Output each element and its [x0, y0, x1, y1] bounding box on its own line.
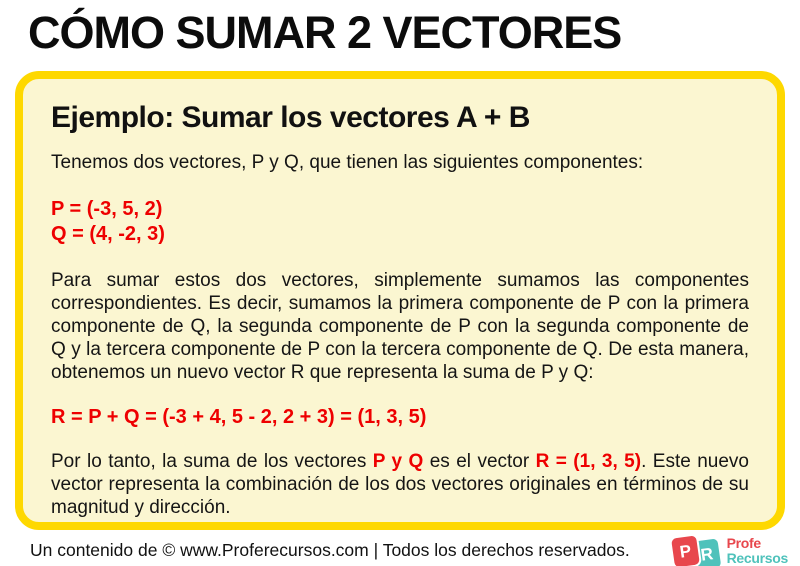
conclusion-part2: es el vector — [423, 451, 536, 472]
intro-text: Tenemos dos vectores, P y Q, que tienen las siguientes componentes: — [51, 152, 644, 173]
page — [0, 4, 800, 566]
result-formula: R = P + Q = (-3 + 4, 5 - 2, 2 + 3) = (1, 3, 5) — [51, 406, 427, 428]
example-box — [15, 71, 785, 530]
conclusion-highlight-r: R = (1, 3, 5) — [535, 451, 642, 472]
example-heading: Ejemplo: Sumar los vectores A + B — [51, 101, 530, 134]
vector-q-value: Q = (4, -2, 3) — [51, 223, 165, 245]
profe-recursos-logo — [673, 536, 788, 566]
conclusion-part1: Por lo tanto, la suma de los vectores — [51, 451, 373, 472]
vector-p-value: P = (-3, 5, 2) — [51, 198, 163, 220]
logo-p-tile-icon: P — [671, 535, 700, 566]
conclusion-highlight-pq: P y Q — [372, 451, 424, 472]
logo-brand-line2: Recursos — [726, 550, 788, 566]
logo-r-tile-icon: R — [692, 538, 721, 566]
logo-brand-line1: Profe — [726, 535, 761, 551]
logo-brand-text — [727, 536, 788, 566]
explanation-text: Para sumar estos dos vectores, simplemente sumamos las componentes correspondientes. Es decir, sumamos la primera componente de P con la primera componente de Q, la segunda componente de P con la segunda componente de Q y la tercera componente de P con la tercera componente de Q. De esta manera, obtenemos un nuevo vector R que representa la suma de P y Q: — [51, 270, 749, 383]
footer — [0, 530, 800, 566]
conclusion-part3: . Este nuevo vector representa la combinación de los dos vectores originales en términos de su magnitud y dirección. — [51, 451, 749, 518]
copyright-text: Un contenido de © www.Proferecursos.com | Todos los derechos reservados. — [30, 539, 630, 560]
page-title: CÓMO SUMAR 2 VECTORES — [28, 7, 622, 58]
conclusion-text — [51, 450, 749, 519]
